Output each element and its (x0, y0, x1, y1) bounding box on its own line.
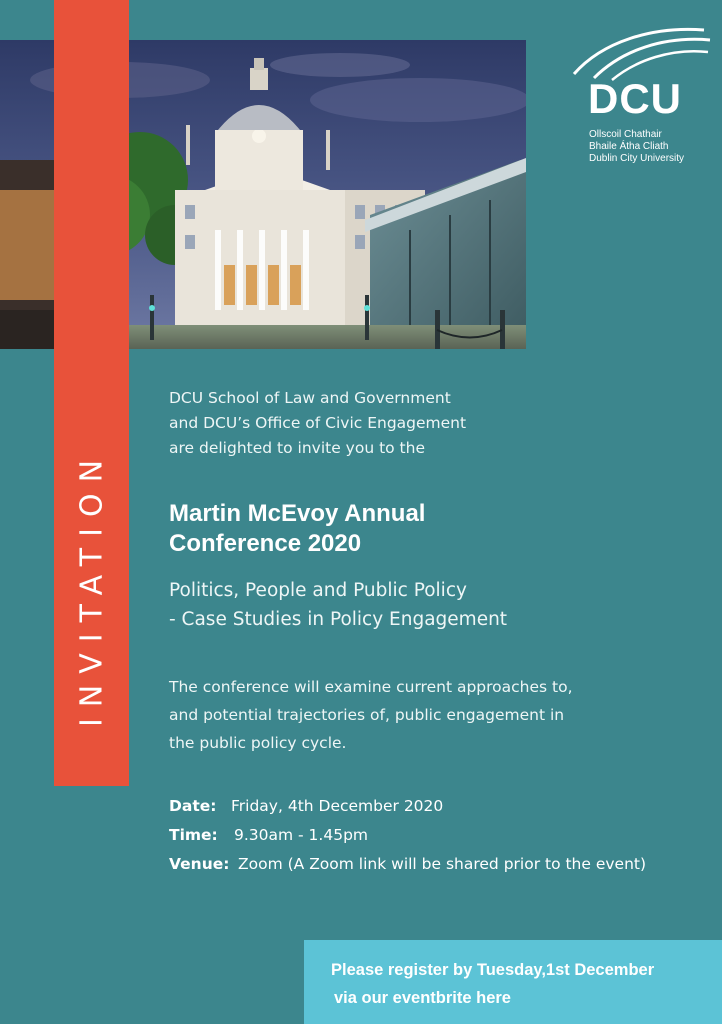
event-details (169, 792, 714, 879)
subtitle-line: Politics, People and Public Policy (169, 580, 467, 601)
intro-line: are delighted to invite you to the (169, 439, 425, 457)
logo-line-english: Dublin City University (589, 153, 685, 164)
title-line: Conference 2020 (169, 530, 362, 557)
register-button[interactable] (304, 940, 722, 1024)
logo-wordmark: DCU (588, 75, 682, 122)
time-value: 9.30am - 1.45pm (234, 826, 369, 844)
intro-line: and DCU’s Office of Civic Engagement (169, 414, 467, 432)
dcu-logo (572, 22, 714, 168)
venue-label: Venue: (169, 855, 230, 873)
register-line-1: Please register by Tuesday,1st December (331, 961, 655, 979)
subtitle-line: - Case Studies in Policy Engagement (169, 609, 508, 630)
time-row (169, 821, 714, 850)
date-value: Friday, 4th December 2020 (231, 797, 444, 815)
conference-description (169, 673, 629, 757)
date-label: Date: (169, 797, 217, 815)
conference-subtitle (169, 576, 599, 634)
logo-line-irish-1: Ollscoil Chathair (589, 129, 662, 140)
logo-line-irish-2: Bhaile Átha Cliath (589, 141, 669, 152)
time-label: Time: (169, 826, 218, 844)
register-link-eventbrite[interactable]: via our eventbrite here (334, 989, 511, 1007)
dcu-swoosh-icon (572, 22, 714, 82)
intro-line: DCU School of Law and Government (169, 389, 451, 407)
title-line: Martin McEvoy Annual (169, 500, 426, 527)
invitation-label: INVITATION (74, 448, 110, 728)
venue-value: Zoom (A Zoom link will be shared prior to the event) (238, 855, 647, 873)
date-row (169, 792, 714, 821)
venue-row (169, 850, 714, 879)
conference-title (169, 499, 589, 559)
logo-subtitle (589, 129, 684, 165)
intro-text (169, 386, 609, 461)
description-line: and potential trajectories of, public engagement in (169, 706, 565, 724)
description-line: the public policy cycle. (169, 734, 347, 752)
description-line: The conference will examine current approaches to, (169, 678, 573, 696)
